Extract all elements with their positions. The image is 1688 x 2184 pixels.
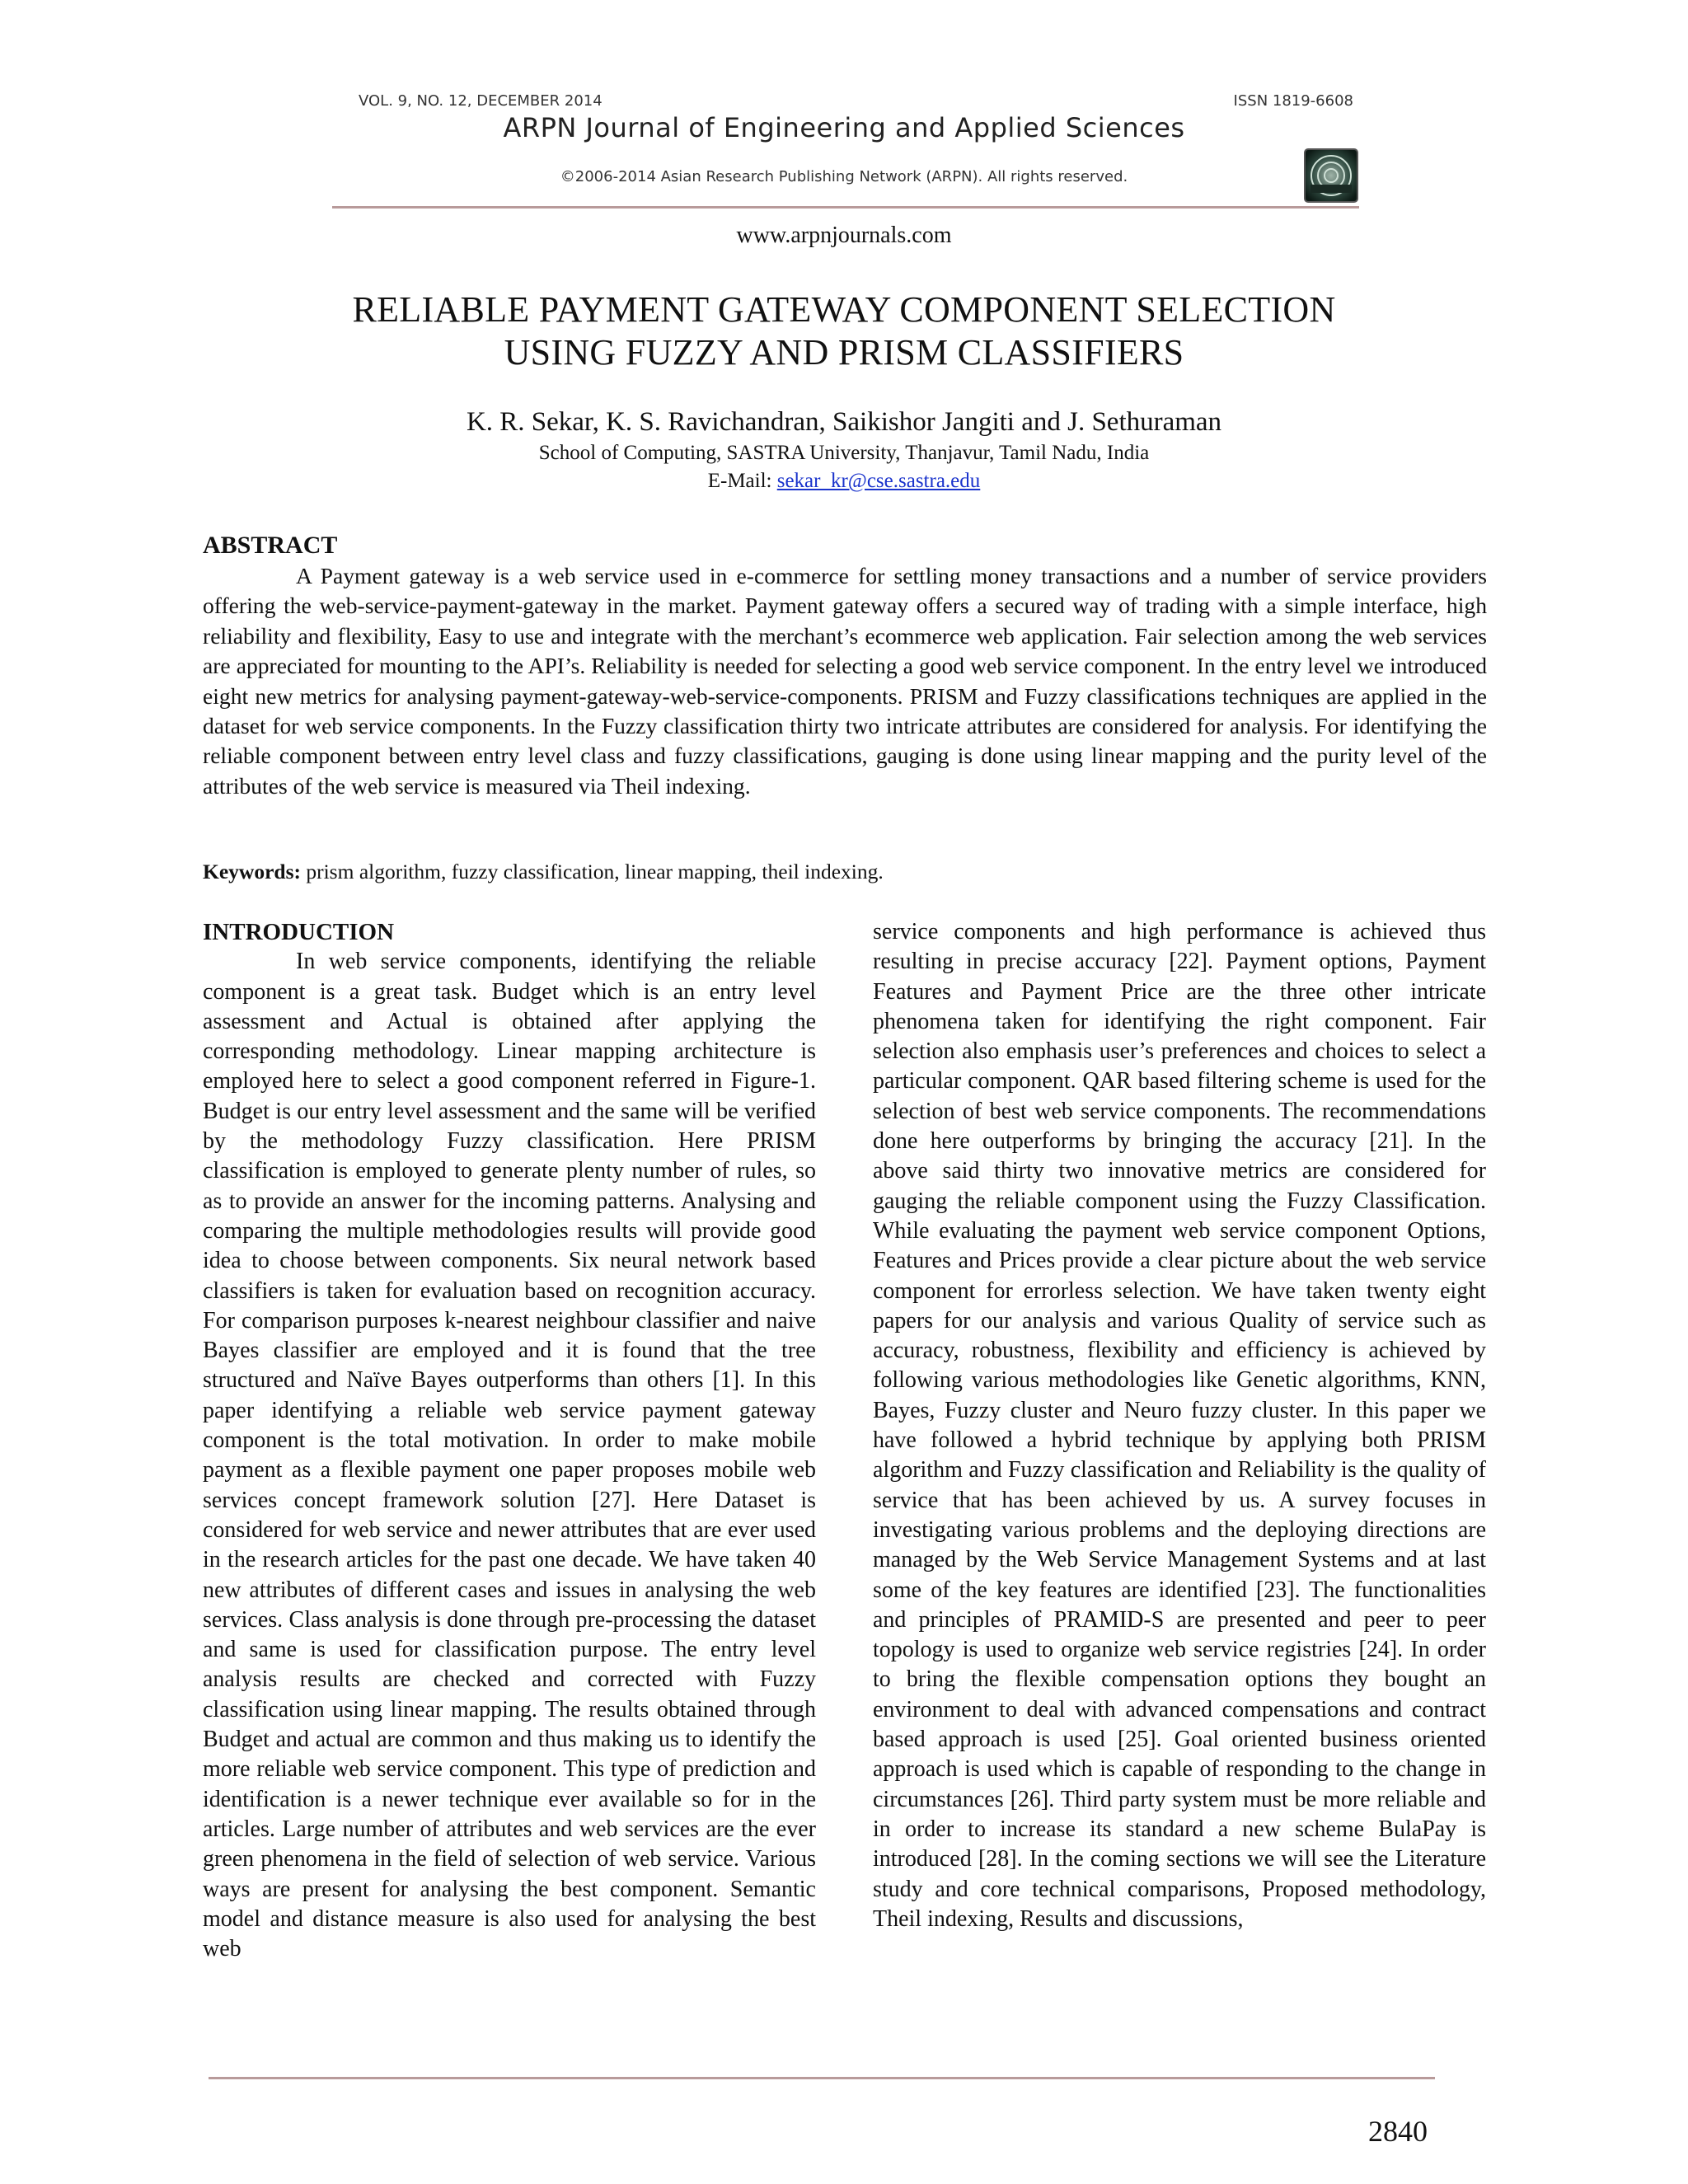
website-url[interactable]: www.arpnjournals.com <box>736 223 952 248</box>
issn: ISSN 1819-6608 <box>1233 92 1353 110</box>
introduction-heading: INTRODUCTION <box>203 919 395 945</box>
volume-info: VOL. 9, NO. 12, DECEMBER 2014 <box>359 92 603 110</box>
footer-divider <box>209 2077 1435 2079</box>
right-column <box>873 917 1486 1934</box>
email-line <box>0 470 1688 493</box>
introduction-left-text: In web service components, identifying the reliable component is a great task. Budget which is an entry level assessment and Actual is obtained after applying the corresponding methodology. Linear mapping architecture is employed here to select a good component referred in Figure-1. Budget is our entry level assessment and the same will be verified by the methodology Fuzzy classification. Here PRISM classification is employed to generate plenty number of rules, so as to provide an answer for the incoming patterns. Analysing and comparing the multiple methodologies results will provide good idea to choose between components. Six neural network based classifiers is taken for evaluation based on recognition accuracy. For comparison purposes k-nearest neighbour classifier and naive Bayes classifier are employed and it is found that the tree structured and Naïve Bayes outperforms than others [1]. In this paper identifying a reliable web service payment gateway component is the total motivation. In order to make mobile payment as a flexible payment one paper proposes mobile web services concept framework solution [27]. Here Dataset is considered for web service and newer attributes that are ever used in the research articles for the past one decade. We have taken 40 new attributes of different cases and issues in analysing the web services. Class analysis is done through pre-processing the dataset and same is used for classification purpose. The entry level analysis results are checked and corrected with Fuzzy classification using linear mapping. The results obtained through Budget and actual are common and thus making us to identify the more reliable web service component. This type of prediction and identification is a newer technique ever available so for in the articles. Large number of attributes and web services are the ever green phenomena in the field of selection of web service. Various ways are present for analysing the best component. Semantic model and distance measure is also used for analysing the best web <box>203 949 816 1962</box>
author-list: K. R. Sekar, K. S. Ravichandran, Saikishor Jangiti and J. Sethuraman <box>466 407 1222 437</box>
keywords-text: prism algorithm, fuzzy classification, linear mapping, theil indexing. <box>306 860 884 883</box>
copyright-notice: ©2006-2014 Asian Research Publishing Network (ARPN). All rights reserved. <box>560 168 1128 185</box>
arpn-logo-icon <box>1304 148 1358 203</box>
title-line-2: USING FUZZY AND PRISM CLASSIFIERS <box>504 332 1184 373</box>
keywords-label: Keywords: <box>203 860 301 883</box>
email-label: E-Mail: <box>707 470 772 492</box>
journal-name: ARPN Journal of Engineering and Applied Sciences <box>503 112 1185 143</box>
email-link[interactable]: sekar_kr@cse.sastra.edu <box>776 470 981 492</box>
page-number: 2840 <box>1368 2115 1428 2148</box>
abstract-body: A Payment gateway is a web service used in e-commerce for settling money transactions and a number of service providers offering the web-service-payment-gateway in the market. Payment gateway offers a secured way of trading with a simple interface, high reliability and flexibility, Easy to use and integrate with the merchant’s ecommerce web application. Fair selection among the web services are appreciated for mounting to the API’s. Reliability is needed for selecting a good web service component. In the entry level we introduced eight new metrics for analysing payment-gateway-web-service-components. PRISM and Fuzzy classifications techniques are applied in the dataset for web service components. In the Fuzzy classification thirty two intricate attributes are considered for analysis. For identifying the reliable component between entry level class and fuzzy classifications, gauging is done using linear mapping and the purity level of the attributes of the web service is measured via Theil indexing. <box>203 563 1487 799</box>
left-column <box>203 917 816 1964</box>
header-divider <box>332 206 1359 209</box>
affiliation: School of Computing, SASTRA University, Thanjavur, Tamil Nadu, India <box>538 442 1150 464</box>
keywords <box>203 860 884 884</box>
introduction-right-text: service components and high performance is achieved thus resulting in precise accuracy [22]. Payment options, Payment Features and Payment Price are the three other intricate phenomena taken for identifying the right component. Fair selection also emphasis user’s preferences and choices to select a particular component. QAR based filtering scheme is used for the selection of best web service components. The recommendations done here outperforms by bringing the accuracy [21]. In the above said thirty two innovative metrics are considered for gauging the reliable component using the Fuzzy Classification. While evaluating the payment web service component Options, Features and Prices provide a clear picture about the web service component for errorless selection. We have taken twenty eight papers for our analysis and various Quality of service such as accuracy, robustness, flexibility and efficiency is achieved by following various methodologies like Genetic algorithms, KNN, Bayes, Fuzzy cluster and Neuro fuzzy cluster. In this paper we have followed a hybrid technique by applying both PRISM algorithm and Fuzzy classification and Reliability is the quality of service that has been achieved by us. A survey focuses in investigating various problems and the deploying directions are managed by the Web Service Management Systems and at last some of the key features are identified [23]. The functionalities and principles of PRAMID-S are presented and peer to peer topology is used to organize web service registries [24]. In order to bring the flexible compensation options they bought an environment to deal with advanced compensations and contract based approach is used [25]. Goal oriented business oriented approach is used which is capable of responding to the change in circumstances [26]. Third party system must be more reliable and in order to increase its standard a new scheme BulaPay is introduced [28]. In the coming sections we will see the Literature study and core technical comparisons, Proposed methodology, Theil indexing, Results and discussions, <box>873 919 1486 1932</box>
abstract-heading: ABSTRACT <box>203 532 338 559</box>
title-line-1: RELIABLE PAYMENT GATEWAY COMPONENT SELECTION <box>352 289 1336 330</box>
paper-title <box>0 288 1688 374</box>
